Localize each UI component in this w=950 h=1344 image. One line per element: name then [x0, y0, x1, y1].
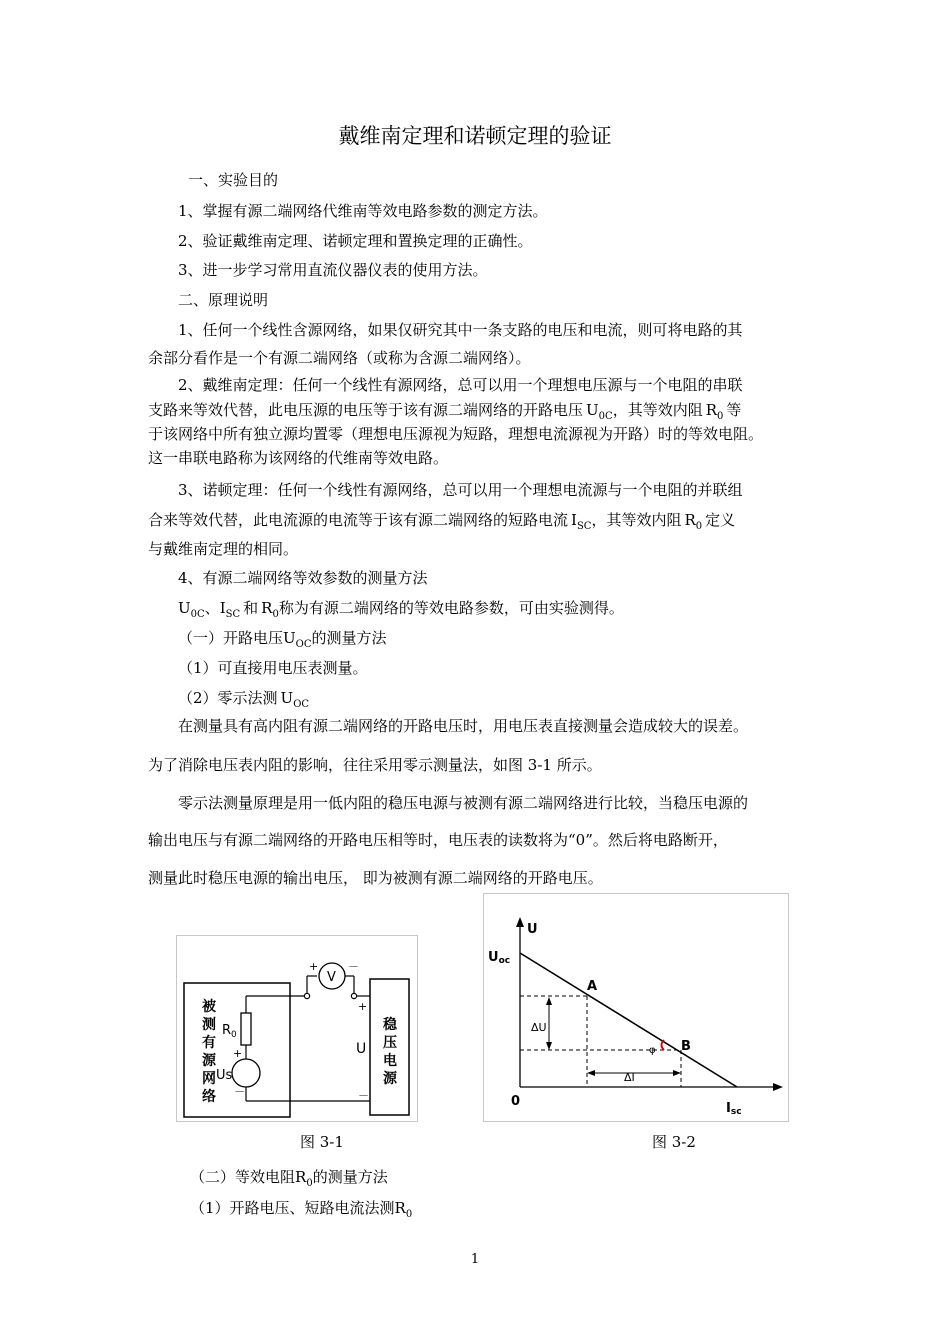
voltmeter-minus: － [348, 960, 359, 973]
paragraph-1-line-2: 余部分看作是一个有源二端网络（或称为含源二端网络）。 [148, 349, 531, 367]
characteristic-line [520, 953, 737, 1087]
method-1: （1）可直接用电压表测量。 [178, 659, 368, 677]
i-axis-arrow [773, 1083, 783, 1091]
subsection-open-circuit: （一）开路电压$U_{OC}$的测量方法 [178, 629, 387, 650]
figure-3-1-circuit [176, 935, 418, 1122]
paragraph-3-line-1: 3、诺顿定理：任何一个线性有源网络，总可以用一个理想电流源与一个电阻的并联组 [178, 481, 743, 499]
terminal-right [351, 993, 356, 998]
delta-u-label: ΔU [531, 1021, 547, 1034]
paragraph-3-line-2: 合来等效代替，此电流源的电流等于该有源二端网络的短路电流 $I_{SC}$，其等效内阻 $R_0$ 定义 [148, 511, 736, 532]
paragraph-6-line-1: 在测量具有高内阻有源二端网络的开路电压时，用电压表直接测量会造成较大的误差。 [178, 717, 749, 735]
paragraph-6-line-2: 为了消除电压表内阻的影响，往往采用零示测量法，如图 3-1 所示。 [148, 756, 602, 774]
paragraph-2-line-4: 这一串联电路称为该网络的代维南等效电路。 [148, 449, 449, 467]
section-heading-purpose: 一、实验目的 [188, 171, 279, 189]
paragraph-3-line-3: 与戴维南定理的相同。 [148, 540, 299, 558]
section-heading-principle: 二、原理说明 [178, 291, 269, 309]
figure-3-2-caption: 图 3-2 [652, 1133, 696, 1151]
paragraph-2-line-1: 2、戴维南定理：任何一个线性有源网络，总可以用一个理想电压源与一个电阻的串联 [178, 376, 743, 394]
supply-plus: + [358, 1000, 368, 1013]
point-b-label: B [681, 1039, 691, 1054]
method-3: （1）开路电压、短路电流法测$R_0$ [190, 1199, 413, 1220]
supply-label-4: 源 [383, 1071, 397, 1087]
network-label-4: 源 [202, 1053, 216, 1069]
supply-minus: － [358, 1089, 369, 1102]
paragraph-4: 4、有源二端网络等效参数的测量方法 [178, 569, 428, 587]
u-axis-label: U [527, 922, 538, 937]
purpose-item-3: 3、进一步学习常用直流仪器仪表的使用方法。 [178, 261, 488, 279]
figure-3-2-graph [483, 893, 789, 1122]
figure-3-1-caption: 图 3-1 [300, 1133, 344, 1151]
network-label-6: 络 [202, 1089, 216, 1105]
purpose-item-2: 2、验证戴维南定理、诺顿定理和置换定理的正确性。 [178, 232, 533, 250]
paragraph-1-line-1: 1、任何一个线性含源网络，如果仅研究其中一条支路的电压和电流，则可将电路的其 [178, 321, 743, 339]
supply-label-3: 电 [383, 1053, 397, 1069]
origin-label: 0 [511, 1094, 521, 1109]
delta-i-label: ΔI [624, 1071, 635, 1084]
paragraph-7-line-2: 输出电压与有源二端网络的开路电压相等时，电压表的读数将为“0”。然后将电路断开， [148, 831, 728, 849]
supply-label-2: 压 [383, 1035, 397, 1051]
us-source [232, 1059, 260, 1087]
us-label: Us [216, 1068, 233, 1083]
isc-label: Isc [726, 1101, 742, 1117]
voltmeter-plus: + [309, 960, 319, 973]
network-label-5: 网 [202, 1071, 216, 1087]
us-plus: + [233, 1047, 243, 1060]
supply-label-1: 稳 [383, 1017, 397, 1033]
paragraph-7-line-1: 零示法测量原理是用一低内阻的稳压电源与被测有源二端网络进行比较，当稳压电源的 [178, 794, 749, 812]
uoc-label: Uoc [488, 950, 511, 966]
r0-label: $R_0$ [222, 1023, 237, 1040]
network-label-1: 被 [202, 999, 216, 1015]
phi-angle-arc [662, 1040, 665, 1050]
supply-u-label: U [356, 1041, 367, 1057]
network-label-3: 有 [202, 1035, 216, 1051]
purpose-item-1: 1、掌握有源二端网络代维南等效电路参数的测定方法。 [178, 202, 548, 220]
terminal-left [304, 993, 309, 998]
subsection-equivalent-resistance: （二）等效电阻$R_0$的测量方法 [190, 1168, 388, 1189]
page-number: 1 [470, 1252, 480, 1267]
network-label-2: 测 [202, 1017, 216, 1033]
point-a-label: A [587, 979, 598, 994]
u-axis-arrow [516, 917, 524, 927]
paragraph-2-line-2: 支路来等效代替，此电压源的电压等于该有源二端网络的开路电压 $U_{0C}$，其等效内阻 $R_0$ 等 [148, 401, 742, 422]
paragraph-7-line-3: 测量此时稳压电源的输出电压， 即为被测有源二端网络的开路电压。 [148, 869, 603, 887]
paragraph-5: $U_{0C}$、$I_{SC}$ 和 $R_0$称为有源二端网络的等效电路参数，可由实验测得。 [178, 599, 624, 620]
us-minus: － [234, 1085, 245, 1098]
voltmeter-label: V [327, 970, 336, 985]
page-title: 戴维南定理和诺顿定理的验证 [338, 124, 612, 148]
method-2: （2）零示法测 $U_{OC}$ [178, 689, 310, 710]
phi-label: φ [649, 1045, 656, 1056]
r0-resistor [241, 1013, 251, 1045]
paragraph-2-line-3: 于该网络中所有独立源均置零（理想电压源视为短路，理想电流源视为开路）时的等效电阻。 [148, 425, 764, 443]
